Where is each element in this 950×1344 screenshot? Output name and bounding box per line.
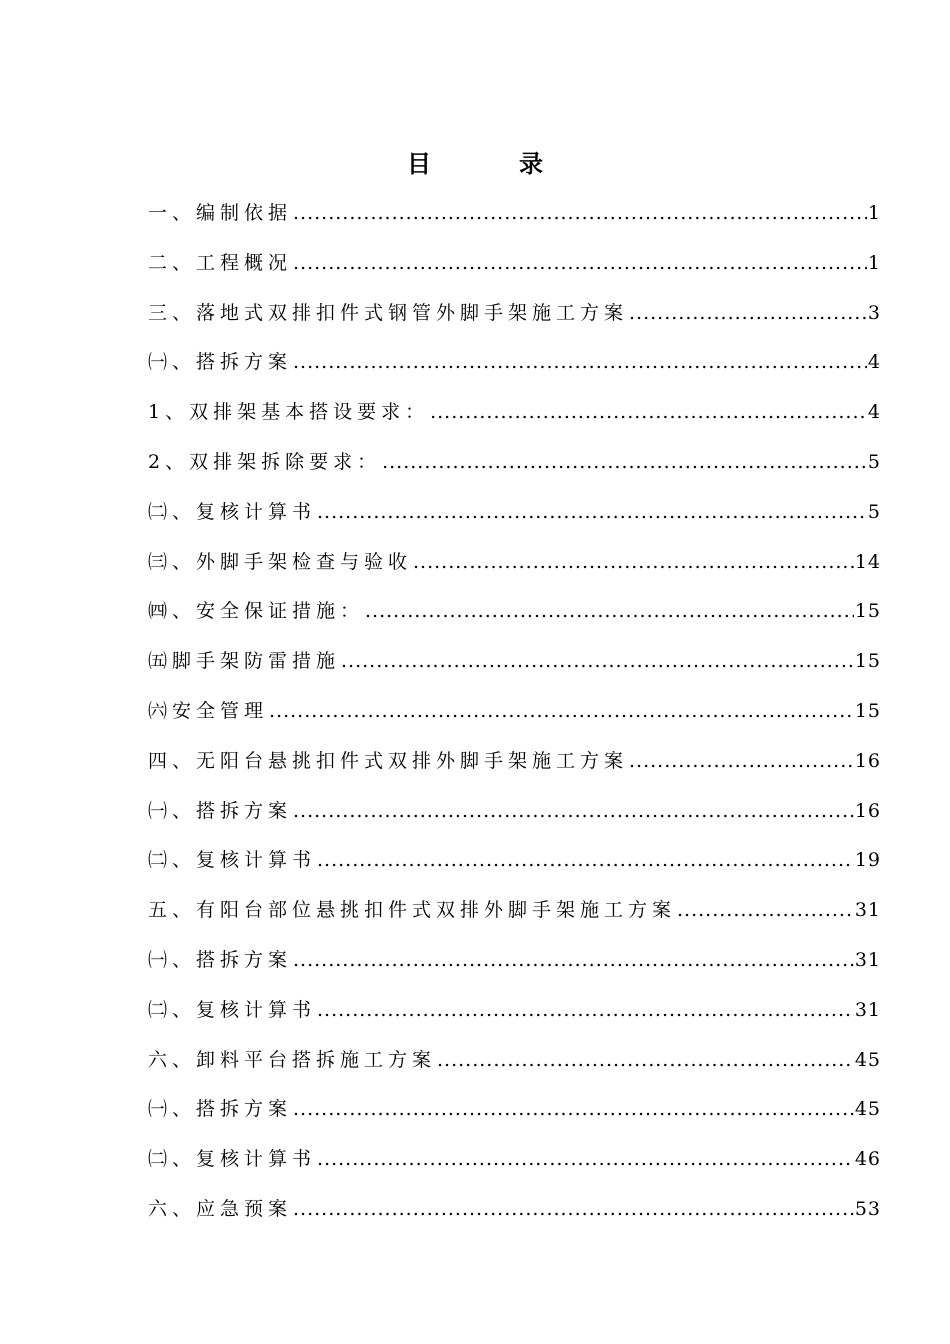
toc-entry-page-number: 19: [854, 849, 881, 872]
toc-entry[interactable]: [148, 543, 881, 593]
toc-entry[interactable]: [148, 742, 881, 792]
toc-entry-page-number: 5: [867, 500, 881, 523]
toc-entry[interactable]: [148, 244, 881, 294]
dot-leader: [293, 343, 867, 381]
toc-entry-page-number: 53: [854, 1197, 881, 1220]
toc-entry-page-number: 4: [867, 401, 881, 424]
toc-entry[interactable]: [148, 343, 881, 393]
toc-entry-label: ㈢、外脚手架检查与验收: [148, 550, 413, 573]
dot-leader: [293, 792, 854, 830]
toc-entry-label: ㈡、复核计算书: [148, 1148, 317, 1171]
toc-entry-page-number: 31: [854, 948, 881, 971]
toc-entry-label: ㈠、搭拆方案: [148, 1098, 293, 1121]
toc-entry-label: 2、双排架拆除要求：: [148, 450, 382, 473]
toc-entry-page-number: 45: [854, 1098, 881, 1121]
toc-entry[interactable]: [148, 1090, 881, 1140]
toc-entry[interactable]: [148, 493, 881, 543]
dot-leader: [629, 742, 854, 780]
toc-entry-label: 五、有阳台部位悬挑扣件式双排外脚手架施工方案: [148, 899, 677, 922]
dot-leader: [317, 1140, 854, 1178]
toc-entry-label: ㈠、搭拆方案: [148, 948, 293, 971]
dot-leader: [382, 443, 867, 481]
table-of-contents: [148, 194, 881, 1240]
toc-entry-page-number: 15: [854, 650, 881, 673]
dot-leader: [341, 642, 854, 680]
dot-leader: [317, 493, 867, 531]
dot-leader: [293, 244, 867, 282]
toc-entry-page-number: 5: [867, 450, 881, 473]
toc-entry-page-number: 4: [867, 351, 881, 374]
toc-entry-label: 1、双排架基本搭设要求：: [148, 401, 430, 424]
toc-entry[interactable]: [148, 592, 881, 642]
toc-entry[interactable]: [148, 1041, 881, 1091]
dot-leader: [293, 1090, 854, 1128]
toc-entry-label: 二、工程概况: [148, 251, 293, 274]
toc-entry-label: 一、编制依据: [148, 202, 293, 224]
toc-entry-label: 四、无阳台悬挑扣件式双排外脚手架施工方案: [148, 749, 629, 772]
toc-entry-label: 六、应急预案: [148, 1197, 293, 1220]
dot-leader: [365, 592, 854, 630]
dot-leader: [293, 941, 854, 979]
dot-leader: [317, 991, 854, 1029]
toc-entry-page-number: 15: [854, 699, 881, 722]
dot-leader: [629, 294, 867, 332]
toc-entry-label: ㈠、搭拆方案: [148, 351, 293, 374]
dot-leader: [293, 194, 867, 232]
dot-leader: [437, 1041, 854, 1079]
toc-entry[interactable]: [148, 1190, 881, 1240]
dot-leader: [413, 543, 854, 581]
toc-entry-page-number: 14: [854, 550, 881, 573]
toc-entry-page-number: 1: [867, 202, 881, 224]
toc-entry-page-number: 15: [854, 600, 881, 623]
toc-entry[interactable]: [148, 841, 881, 891]
toc-entry[interactable]: [148, 1140, 881, 1190]
toc-entry-label: ㈣、安全保证措施：: [148, 600, 365, 623]
toc-entry[interactable]: [148, 792, 881, 842]
dot-leader: [293, 1190, 854, 1228]
toc-entry-label: ㈥安全管理: [148, 699, 269, 722]
toc-entry-label: ㈡、复核计算书: [148, 849, 317, 872]
toc-entry-page-number: 31: [854, 899, 881, 922]
toc-entry-page-number: 46: [854, 1148, 881, 1171]
toc-entry-page-number: 1: [867, 251, 881, 274]
toc-entry-label: 三、落地式双排扣件式钢管外脚手架施工方案: [148, 301, 629, 324]
toc-entry-label: ㈤脚手架防雷措施: [148, 650, 341, 673]
toc-entry-label: ㈡、复核计算书: [148, 998, 317, 1021]
toc-entry-page-number: 31: [854, 998, 881, 1021]
dot-leader: [317, 841, 854, 879]
toc-entry[interactable]: [148, 991, 881, 1041]
toc-entry[interactable]: [148, 393, 881, 443]
toc-entry-page-number: 3: [867, 301, 881, 324]
toc-entry-label: ㈡、复核计算书: [148, 500, 317, 523]
toc-entry[interactable]: [148, 692, 881, 742]
toc-entry[interactable]: [148, 642, 881, 692]
toc-entry-page-number: 16: [854, 799, 881, 822]
toc-entry[interactable]: [148, 443, 881, 493]
toc-entry-page-number: 45: [854, 1048, 881, 1071]
toc-entry[interactable]: [148, 941, 881, 991]
toc-entry-label: 六、卸料平台搭拆施工方案: [148, 1048, 437, 1071]
toc-entry[interactable]: [148, 194, 881, 244]
dot-leader: [269, 692, 854, 730]
toc-entry[interactable]: [148, 891, 881, 941]
toc-entry-page-number: 16: [854, 749, 881, 772]
toc-entry[interactable]: [148, 294, 881, 344]
toc-title: 目 录: [407, 150, 575, 178]
dot-leader: [430, 393, 867, 431]
dot-leader: [677, 891, 854, 929]
toc-entry-label: ㈠、搭拆方案: [148, 799, 293, 822]
